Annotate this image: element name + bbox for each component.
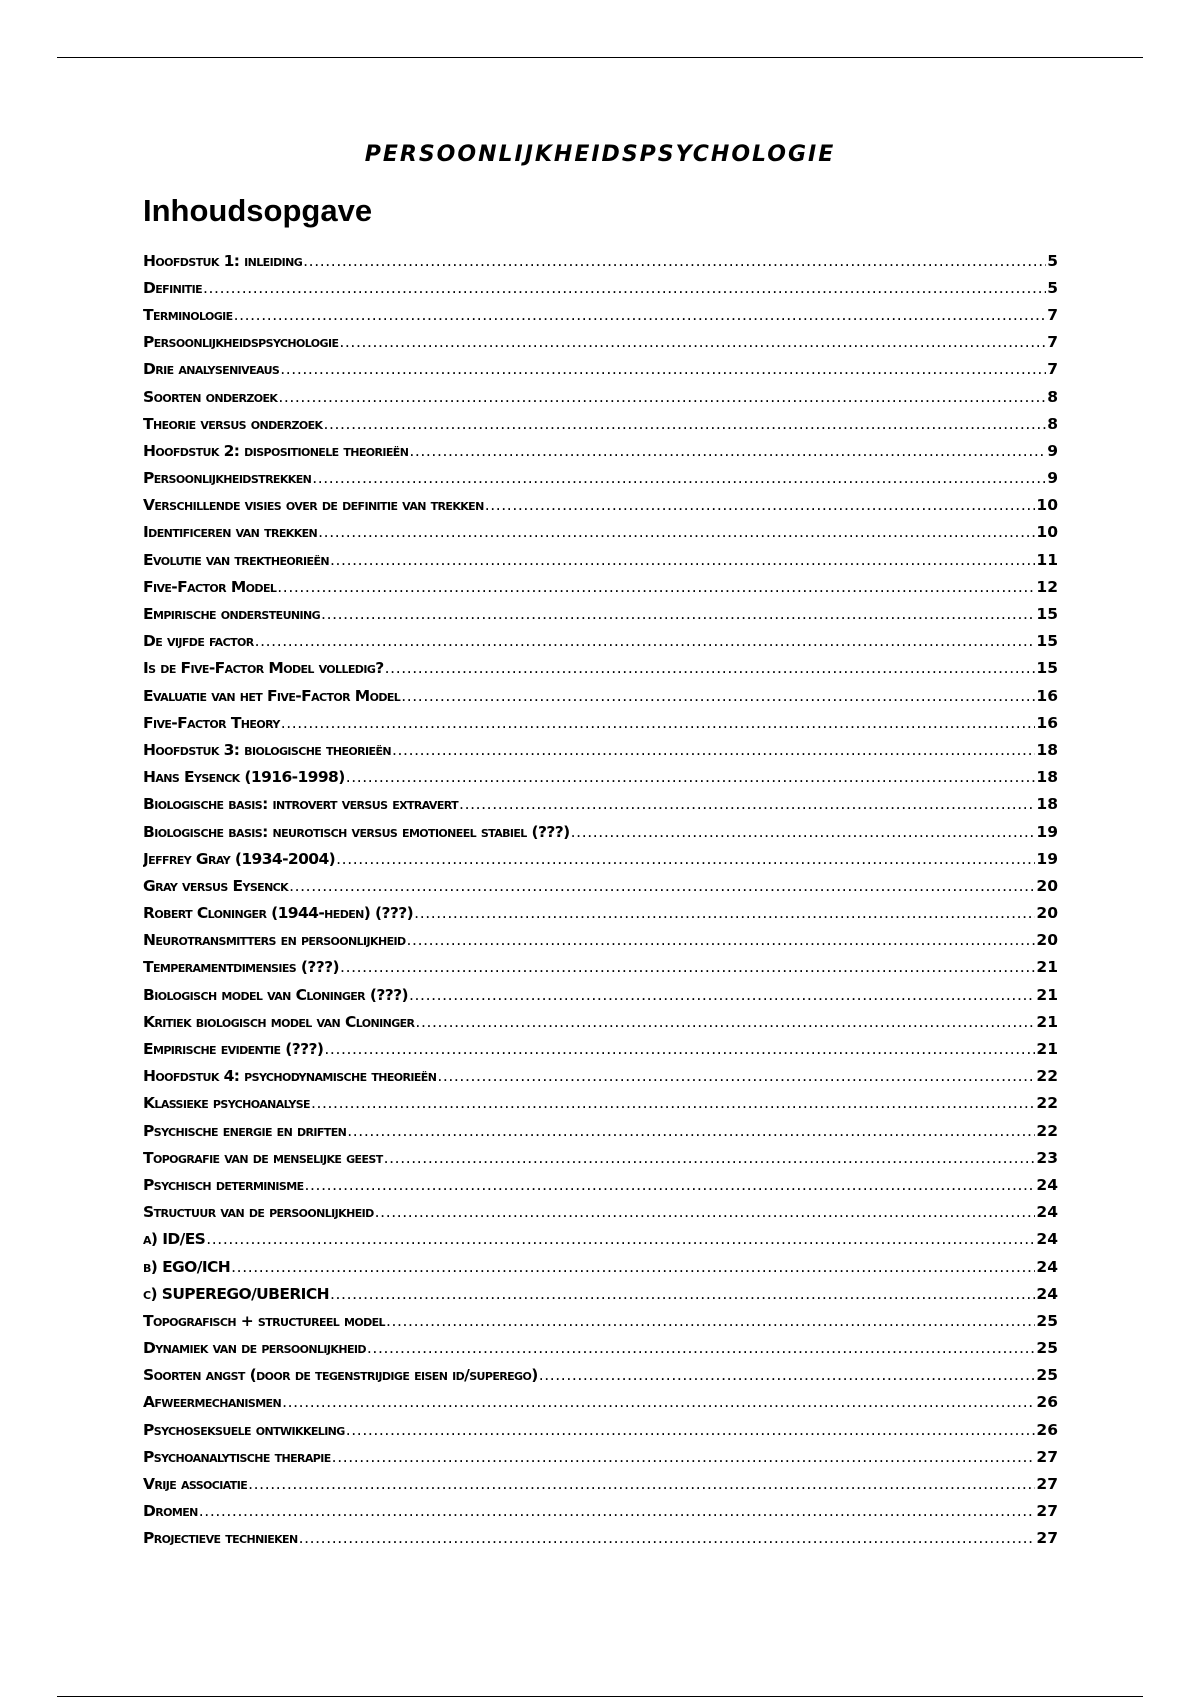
toc-entry-page-number: 22 — [1036, 1121, 1058, 1140]
toc-entry-page-number: 11 — [1036, 550, 1058, 569]
toc-entry[interactable] — [143, 1362, 1058, 1389]
document-title: PERSOONLIJKHEIDSPSYCHOLOGIE — [364, 142, 836, 167]
toc-dot-leader — [321, 605, 1035, 623]
toc-entry[interactable] — [143, 845, 1058, 872]
toc-entry[interactable] — [143, 356, 1058, 383]
toc-entry-page-number: 18 — [1036, 740, 1058, 759]
footer-rule — [57, 1696, 1143, 1697]
toc-dot-leader — [409, 986, 1035, 1004]
toc-dot-leader — [392, 741, 1035, 759]
toc-entry-title: Neurotransmitters en persoonlijkheid — [143, 931, 406, 950]
toc-entry-title: Five-Factor Model — [143, 577, 277, 596]
table-of-contents — [143, 247, 1058, 1552]
toc-dot-leader — [304, 1176, 1035, 1194]
toc-entry-page-number: 16 — [1036, 686, 1058, 705]
toc-dot-leader — [401, 687, 1035, 705]
toc-dot-leader — [299, 1529, 1036, 1547]
toc-entry-page-number: 15 — [1036, 632, 1058, 651]
toc-entry-page-number: 16 — [1036, 713, 1058, 732]
toc-entry-title: Soorten angst (door de tegenstrijdige eisen id/superego) — [143, 1366, 538, 1385]
toc-entry-page-number: 26 — [1036, 1393, 1058, 1412]
toc-entry-title: Hoofdstuk 4: psychodynamische theorieën — [143, 1067, 437, 1086]
toc-entry[interactable] — [143, 1144, 1058, 1171]
toc-entry-title: Soorten onderzoek — [143, 387, 278, 406]
toc-entry[interactable] — [143, 573, 1058, 600]
toc-entry-title: Vrije associatie — [143, 1475, 248, 1494]
toc-entry-page-number: 25 — [1036, 1311, 1058, 1330]
toc-entry-title: Identificeren van trekken — [143, 523, 318, 542]
toc-entry-page-number: 10 — [1036, 523, 1058, 542]
toc-dot-leader — [206, 1230, 1035, 1248]
toc-dot-leader — [278, 388, 1046, 406]
toc-dot-leader — [199, 1502, 1036, 1520]
toc-dot-leader — [485, 496, 1036, 514]
toc-dot-leader — [255, 632, 1036, 650]
toc-entry-title: Afweermechanismen — [143, 1393, 282, 1412]
toc-dot-leader — [231, 1258, 1035, 1276]
toc-dot-leader — [459, 795, 1035, 813]
toc-entry-page-number: 24 — [1036, 1257, 1058, 1276]
toc-entry[interactable] — [143, 1525, 1058, 1552]
toc-entry-page-number: 25 — [1036, 1366, 1058, 1385]
toc-entry-title: Is de Five-Factor Model volledig? — [143, 659, 384, 678]
toc-entry-page-number: 15 — [1036, 659, 1058, 678]
toc-entry-title: Gray versus Eysenck — [143, 876, 289, 895]
toc-entry-title: Psychisch determinisme — [143, 1175, 304, 1194]
toc-entry-title: c) SUPEREGO/UBERICH — [143, 1284, 329, 1303]
toc-entry[interactable] — [143, 383, 1058, 410]
toc-entry[interactable] — [143, 465, 1058, 492]
toc-entry-title: Definitie — [143, 278, 202, 297]
toc-dot-leader — [375, 1203, 1036, 1221]
toc-entry-page-number: 12 — [1036, 577, 1058, 596]
toc-entry-title: Psychoanalytische therapie — [143, 1447, 331, 1466]
toc-dot-leader — [282, 1393, 1035, 1411]
toc-entry[interactable] — [143, 1498, 1058, 1525]
toc-dot-leader — [332, 1448, 1036, 1466]
toc-entry[interactable] — [143, 954, 1058, 981]
toc-entry-page-number: 7 — [1047, 305, 1058, 324]
toc-entry-page-number: 8 — [1047, 414, 1058, 433]
toc-entry[interactable] — [143, 736, 1058, 763]
toc-entry[interactable] — [143, 1035, 1058, 1062]
toc-entry-page-number: 15 — [1036, 605, 1058, 624]
toc-dot-leader — [437, 1067, 1035, 1085]
toc-entry-page-number: 19 — [1036, 849, 1058, 868]
toc-entry-title: Biologische basis: neurotisch versus emotioneel stabiel (???) — [143, 822, 570, 841]
toc-dot-leader — [386, 1312, 1035, 1330]
toc-entry[interactable] — [143, 682, 1058, 709]
toc-entry-page-number: 5 — [1047, 251, 1058, 270]
toc-entry[interactable] — [143, 981, 1058, 1008]
toc-dot-leader — [385, 659, 1036, 677]
toc-entry-page-number: 24 — [1036, 1230, 1058, 1249]
toc-entry-title: Topografisch + structureel model — [143, 1311, 385, 1330]
toc-entry-page-number: 21 — [1036, 1040, 1058, 1059]
toc-dot-leader — [248, 1475, 1035, 1493]
toc-entry-title: Evolutie van trektheorieën — [143, 550, 329, 569]
toc-entry-title: a) ID/ES — [143, 1230, 206, 1249]
toc-entry-page-number: 7 — [1047, 360, 1058, 379]
toc-entry[interactable] — [143, 1171, 1058, 1198]
toc-dot-leader — [330, 551, 1035, 569]
toc-dot-leader — [330, 1285, 1035, 1303]
toc-entry-page-number: 20 — [1036, 876, 1058, 895]
toc-entry-page-number: 24 — [1036, 1175, 1058, 1194]
toc-heading: Inhoudsopgave — [143, 193, 373, 228]
toc-entry[interactable] — [143, 410, 1058, 437]
toc-entry-title: Temperamentdimensies (???) — [143, 958, 340, 977]
header-rule — [57, 57, 1143, 58]
toc-entry-title: Five-Factor Theory — [143, 713, 280, 732]
toc-entry-title: Topografie van de menselijke geest — [143, 1148, 383, 1167]
toc-entry[interactable] — [143, 1199, 1058, 1226]
toc-entry-title: Robert Cloninger (1944-heden) (???) — [143, 904, 414, 923]
toc-dot-leader — [415, 1013, 1035, 1031]
toc-dot-leader — [234, 306, 1047, 324]
toc-entry-page-number: 27 — [1036, 1475, 1058, 1494]
toc-entry[interactable] — [143, 1416, 1058, 1443]
toc-entry-title: Psychische energie en driften — [143, 1121, 347, 1140]
toc-entry[interactable] — [143, 1470, 1058, 1497]
toc-entry[interactable] — [143, 872, 1058, 899]
toc-entry[interactable] — [143, 274, 1058, 301]
toc-dot-leader — [280, 360, 1046, 378]
toc-entry-title: Drie analyseniveaus — [143, 360, 280, 379]
toc-dot-leader — [277, 578, 1035, 596]
toc-dot-leader — [312, 469, 1046, 487]
toc-entry-page-number: 18 — [1036, 795, 1058, 814]
toc-entry-page-number: 20 — [1036, 931, 1058, 950]
toc-entry-page-number: 10 — [1036, 496, 1058, 515]
toc-entry-title: Persoonlijkheidstrekken — [143, 469, 312, 488]
toc-entry-title: Hans Eysenck (1916-1998) — [143, 768, 345, 787]
toc-entry[interactable] — [143, 1443, 1058, 1470]
toc-entry[interactable] — [143, 519, 1058, 546]
toc-entry-page-number: 8 — [1047, 387, 1058, 406]
toc-entry-title: Empirische ondersteuning — [143, 605, 321, 624]
toc-entry-page-number: 26 — [1036, 1420, 1058, 1439]
toc-entry[interactable] — [143, 628, 1058, 655]
toc-entry-title: Biologische basis: introvert versus extravert — [143, 795, 459, 814]
toc-dot-leader — [303, 252, 1046, 270]
toc-entry[interactable] — [143, 1307, 1058, 1334]
toc-dot-leader — [323, 415, 1046, 433]
toc-dot-leader — [407, 931, 1036, 949]
toc-dot-leader — [571, 823, 1036, 841]
toc-entry[interactable] — [143, 900, 1058, 927]
toc-entry-title: Evaluatie van het Five-Factor Model — [143, 686, 401, 705]
toc-dot-leader — [414, 904, 1035, 922]
toc-entry[interactable] — [143, 1280, 1058, 1307]
toc-entry-page-number: 23 — [1036, 1148, 1058, 1167]
toc-entry[interactable] — [143, 1063, 1058, 1090]
toc-entry-page-number: 24 — [1036, 1203, 1058, 1222]
toc-entry[interactable] — [143, 492, 1058, 519]
toc-entry-title: Dynamiek van de persoonlijkheid — [143, 1339, 366, 1358]
toc-dot-leader — [281, 714, 1036, 732]
toc-entry-page-number: 27 — [1036, 1529, 1058, 1548]
toc-entry-title: Jeffrey Gray (1934-2004) — [143, 849, 336, 868]
toc-entry-page-number: 20 — [1036, 904, 1058, 923]
toc-entry-title: De vijfde factor — [143, 632, 254, 651]
toc-entry[interactable] — [143, 1253, 1058, 1280]
toc-dot-leader — [367, 1339, 1036, 1357]
toc-dot-leader — [336, 850, 1035, 868]
toc-entry[interactable] — [143, 764, 1058, 791]
toc-dot-leader — [340, 958, 1035, 976]
toc-entry-title: Hoofdstuk 3: biologische theorieën — [143, 740, 391, 759]
toc-entry-page-number: 22 — [1036, 1094, 1058, 1113]
toc-entry[interactable] — [143, 1335, 1058, 1362]
toc-entry-title: Persoonlijkheidspsychologie — [143, 333, 339, 352]
toc-entry[interactable] — [143, 600, 1058, 627]
toc-entry-title: Theorie versus onderzoek — [143, 414, 323, 433]
toc-dot-leader — [539, 1366, 1036, 1384]
toc-dot-leader — [346, 768, 1036, 786]
toc-dot-leader — [324, 1040, 1035, 1058]
toc-entry-title: Kritiek biologisch model van Cloninger — [143, 1012, 415, 1031]
toc-entry-page-number: 9 — [1047, 441, 1058, 460]
toc-dot-leader — [384, 1149, 1036, 1167]
toc-entry-title: Hoofdstuk 1: inleiding — [143, 251, 303, 270]
toc-entry[interactable] — [143, 709, 1058, 736]
toc-dot-leader — [203, 279, 1046, 297]
toc-entry-title: Dromen — [143, 1502, 198, 1521]
toc-entry-page-number: 9 — [1047, 469, 1058, 488]
toc-entry[interactable] — [143, 437, 1058, 464]
toc-entry-page-number: 21 — [1036, 985, 1058, 1004]
toc-entry[interactable] — [143, 329, 1058, 356]
toc-entry[interactable] — [143, 791, 1058, 818]
toc-entry-title: b) EGO/ICH — [143, 1257, 231, 1276]
toc-entry-page-number: 24 — [1036, 1284, 1058, 1303]
toc-dot-leader — [318, 523, 1035, 541]
toc-entry-page-number: 18 — [1036, 768, 1058, 787]
toc-entry-title: Structuur van de persoonlijkheid — [143, 1203, 374, 1222]
toc-dot-leader — [346, 1421, 1036, 1439]
toc-entry-title: Hoofdstuk 2: dispositionele theorieën — [143, 441, 409, 460]
toc-entry-title: Terminologie — [143, 305, 233, 324]
toc-entry-page-number: 21 — [1036, 958, 1058, 977]
toc-entry[interactable] — [143, 1008, 1058, 1035]
toc-entry-page-number: 19 — [1036, 822, 1058, 841]
toc-entry-page-number: 27 — [1036, 1502, 1058, 1521]
toc-entry[interactable] — [143, 818, 1058, 845]
toc-entry-title: Klassieke psychoanalyse — [143, 1094, 310, 1113]
toc-entry-page-number: 27 — [1036, 1447, 1058, 1466]
toc-entry-title: Biologisch model van Cloninger (???) — [143, 985, 408, 1004]
toc-entry[interactable] — [143, 1090, 1058, 1117]
toc-entry-page-number: 7 — [1047, 333, 1058, 352]
toc-dot-leader — [289, 877, 1035, 895]
toc-dot-leader — [311, 1094, 1035, 1112]
toc-entry[interactable] — [143, 546, 1058, 573]
toc-entry[interactable] — [143, 247, 1058, 274]
toc-entry[interactable] — [143, 1226, 1058, 1253]
toc-dot-leader — [347, 1122, 1035, 1140]
toc-entry-page-number: 21 — [1036, 1012, 1058, 1031]
toc-entry-title: Verschillende visies over de definitie van trekken — [143, 496, 484, 515]
toc-entry[interactable] — [143, 301, 1058, 328]
toc-dot-leader — [409, 442, 1046, 460]
toc-entry-title: Empirische evidentie (???) — [143, 1040, 324, 1059]
toc-entry-title: Projectieve technieken — [143, 1529, 298, 1548]
toc-entry-page-number: 25 — [1036, 1339, 1058, 1358]
toc-dot-leader — [339, 333, 1046, 351]
toc-entry[interactable] — [143, 655, 1058, 682]
toc-entry-page-number: 5 — [1047, 278, 1058, 297]
toc-entry[interactable] — [143, 1117, 1058, 1144]
toc-entry[interactable] — [143, 1389, 1058, 1416]
toc-entry-title: Psychoseksuele ontwikkeling — [143, 1420, 345, 1439]
toc-entry[interactable] — [143, 927, 1058, 954]
toc-entry-page-number: 22 — [1036, 1067, 1058, 1086]
